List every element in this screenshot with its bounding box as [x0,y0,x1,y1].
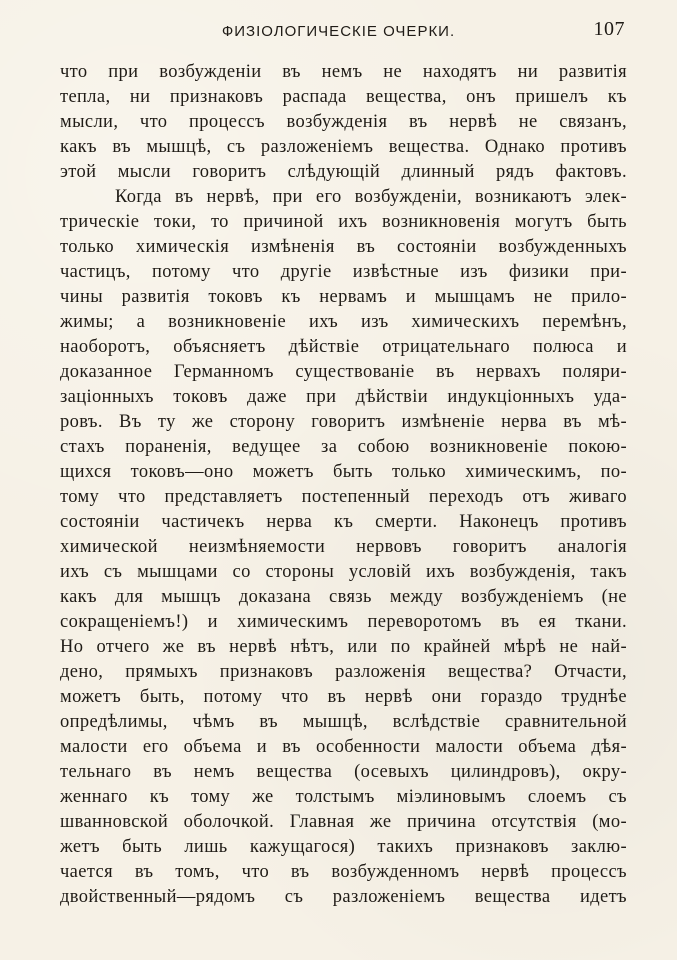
text-line: ихъ съ мышцами со стороны условій ихъ возбужденія, такъ [60,562,627,582]
text-line: этой мысли говоритъ слѣдующій длинный рядъ фактовъ. [60,162,627,182]
text-line: опредѣлимы, чѣмъ въ мышцѣ, вслѣдствіе сравнительной [60,712,627,732]
text-line: только химическія измѣненія въ состояніи возбужденныхъ [60,237,627,257]
text-line: доказанное Германномъ существованіе въ нервахъ поляри- [60,362,627,382]
text-line: малости его объема и въ особенности малости объема дѣя- [60,737,627,757]
text-line: жимы; а возникновеніе ихъ изъ химическихъ перемѣнъ, [60,312,627,332]
text-line: дено, прямыхъ признаковъ разложенія вещества? Отчасти, [60,662,627,682]
text-line: стахъ пораненія, ведущее за собою возникновеніе покою- [60,437,627,457]
page-number: 107 [593,18,625,40]
text-line: женнаго къ тому же толстымъ міэлиновымъ слоемъ съ [60,787,627,807]
body-text [60,60,627,910]
text-line: двойственный—рядомъ съ разложеніемъ вещества идетъ [60,887,627,907]
paragraph-start-line: Когда въ нервѣ, при его возбужденіи, возникаютъ элек- [115,187,627,207]
text-line: заціонныхъ токовъ даже при дѣйствіи индукціонныхъ уда- [60,387,627,407]
text-line: шванновской оболочкой. Главная же причина отсутствія (мо- [60,812,627,832]
text-line: какъ въ мышцѣ, съ разложеніемъ вещества. Однако противъ [60,137,627,157]
text-line: состояніи частичекъ нерва къ смерти. Наконецъ противъ [60,512,627,532]
text-line: тепла, ни признаковъ распада вещества, онъ пришелъ къ [60,87,627,107]
text-line: чины развитія токовъ къ нервамъ и мышцамъ не прило- [60,287,627,307]
text-line: можетъ быть, потому что въ нервѣ они гораздо труднѣе [60,687,627,707]
text-line: трическіе токи, то причиной ихъ возникновенія могутъ быть [60,212,627,232]
running-head: ФИЗІОЛОГИЧЕСКІЕ ОЧЕРКИ. [221,23,456,40]
text-line: тому что представляетъ постепенный переходъ отъ живаго [60,487,627,507]
text-line: какъ для мышцъ доказана связь между возбужденіемъ (не [60,587,627,607]
text-line: что при возбужденіи въ немъ не находятъ ни развитія [60,62,627,82]
text-line: сокращеніемъ!) и химическимъ переворотомъ въ ея ткани. [60,612,627,632]
text-line: щихся токовъ—оно можетъ быть только химическимъ, по- [60,462,627,482]
text-line: жетъ быть лишь кажущагося) такихъ признаковъ заклю- [60,837,627,857]
text-line: частицъ, потому что другіе извѣстные изъ физики при- [60,262,627,282]
text-line: мысли, что процессъ возбужденія въ нервѣ не связанъ, [60,112,627,132]
text-line: чается въ томъ, что въ возбужденномъ нервѣ процессъ [60,862,627,882]
text-line: ровъ. Въ ту же сторону говоритъ измѣненіе нерва въ мѣ- [60,412,627,432]
text-line: Но отчего же въ нервѣ нѣтъ, или по крайней мѣрѣ не най- [60,637,627,657]
text-line: наоборотъ, объясняетъ дѣйствіе отрицательнаго полюса и [60,337,627,357]
text-line: тельнаго въ немъ вещества (осевыхъ цилиндровъ), окру- [60,762,627,782]
page-header [0,18,677,46]
text-line: химической неизмѣняемости нервовъ говоритъ аналогія [60,537,627,557]
